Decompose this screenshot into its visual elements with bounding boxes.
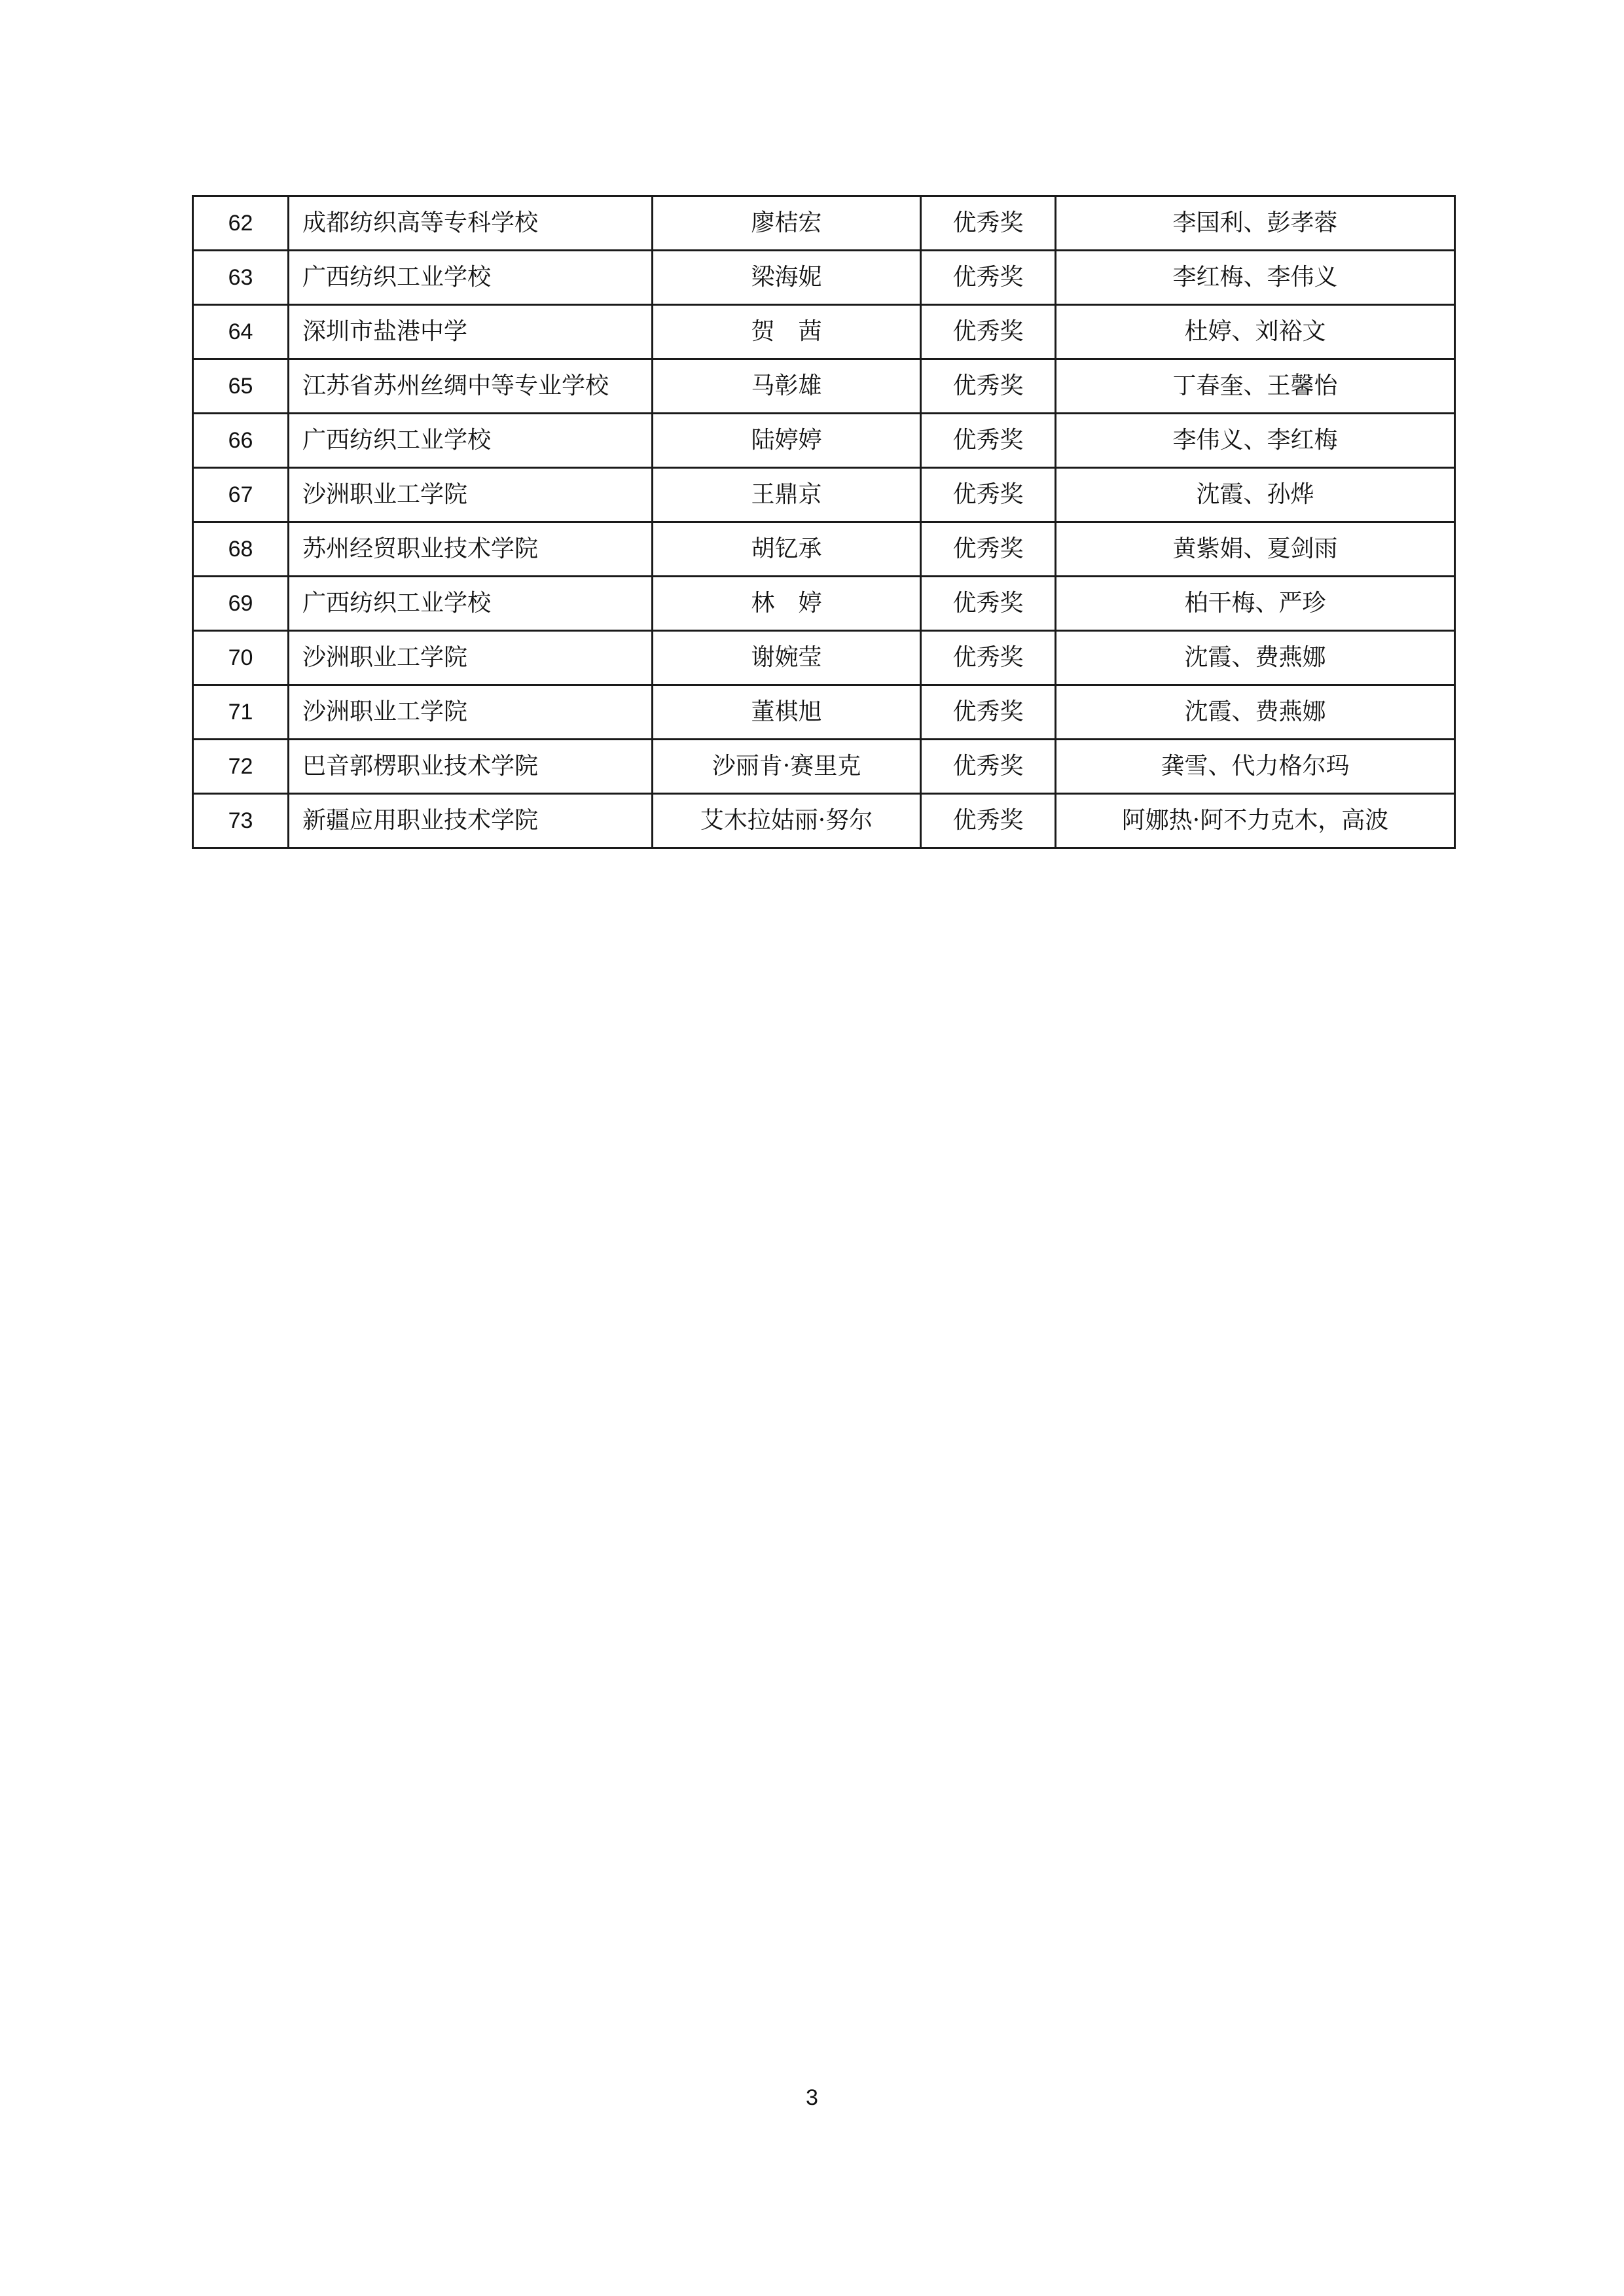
school-cell: 沙洲职业工学院 bbox=[289, 685, 653, 740]
page-number: 3 bbox=[806, 2085, 818, 2110]
award-cell: 优秀奖 bbox=[921, 685, 1056, 740]
student-name-cell: 沙丽肯·赛里克 bbox=[653, 740, 921, 794]
row-number-cell: 63 bbox=[193, 251, 289, 305]
table-row bbox=[193, 359, 1455, 414]
student-name-cell: 胡钇承 bbox=[653, 522, 921, 577]
school-cell: 苏州经贸职业技术学院 bbox=[289, 522, 653, 577]
student-name-cell: 谢婉莹 bbox=[653, 631, 921, 685]
row-number-cell: 67 bbox=[193, 468, 289, 522]
awards-table-body bbox=[193, 196, 1455, 848]
student-name-cell: 董棋旭 bbox=[653, 685, 921, 740]
award-cell: 优秀奖 bbox=[921, 196, 1056, 251]
school-cell: 新疆应用职业技术学院 bbox=[289, 794, 653, 848]
instructor-cell: 龚雪、代力格尔玛 bbox=[1056, 740, 1455, 794]
school-cell: 江苏省苏州丝绸中等专业学校 bbox=[289, 359, 653, 414]
row-number-cell: 64 bbox=[193, 305, 289, 359]
award-cell: 优秀奖 bbox=[921, 577, 1056, 631]
award-cell: 优秀奖 bbox=[921, 522, 1056, 577]
row-number-cell: 71 bbox=[193, 685, 289, 740]
awards-table bbox=[192, 195, 1456, 849]
school-cell: 成都纺织高等专科学校 bbox=[289, 196, 653, 251]
row-number-cell: 73 bbox=[193, 794, 289, 848]
table-row bbox=[193, 414, 1455, 468]
school-cell: 沙洲职业工学院 bbox=[289, 468, 653, 522]
instructor-cell: 李伟义、李红梅 bbox=[1056, 414, 1455, 468]
table-row bbox=[193, 305, 1455, 359]
row-number-cell: 68 bbox=[193, 522, 289, 577]
row-number-cell: 72 bbox=[193, 740, 289, 794]
table-row bbox=[193, 631, 1455, 685]
student-name-cell: 马彰雄 bbox=[653, 359, 921, 414]
instructor-cell: 阿娜热·阿不力克木，高波 bbox=[1056, 794, 1455, 848]
school-cell: 广西纺织工业学校 bbox=[289, 251, 653, 305]
table-row bbox=[193, 740, 1455, 794]
award-cell: 优秀奖 bbox=[921, 631, 1056, 685]
award-cell: 优秀奖 bbox=[921, 468, 1056, 522]
school-cell: 沙洲职业工学院 bbox=[289, 631, 653, 685]
award-cell: 优秀奖 bbox=[921, 794, 1056, 848]
instructor-cell: 杜婷、刘裕文 bbox=[1056, 305, 1455, 359]
student-name-cell: 陆婷婷 bbox=[653, 414, 921, 468]
student-name-cell: 梁海妮 bbox=[653, 251, 921, 305]
student-name-cell: 廖桔宏 bbox=[653, 196, 921, 251]
student-name-cell: 王鼎京 bbox=[653, 468, 921, 522]
table-row bbox=[193, 794, 1455, 848]
student-name-cell: 贺 茜 bbox=[653, 305, 921, 359]
row-number-cell: 66 bbox=[193, 414, 289, 468]
instructor-cell: 沈霞、孙烨 bbox=[1056, 468, 1455, 522]
student-name-cell: 艾木拉姑丽·努尔 bbox=[653, 794, 921, 848]
table-row bbox=[193, 468, 1455, 522]
school-cell: 广西纺织工业学校 bbox=[289, 414, 653, 468]
row-number-cell: 70 bbox=[193, 631, 289, 685]
school-cell: 巴音郭楞职业技术学院 bbox=[289, 740, 653, 794]
award-cell: 优秀奖 bbox=[921, 414, 1056, 468]
row-number-cell: 65 bbox=[193, 359, 289, 414]
row-number-cell: 69 bbox=[193, 577, 289, 631]
award-cell: 优秀奖 bbox=[921, 305, 1056, 359]
table-row bbox=[193, 522, 1455, 577]
table-row bbox=[193, 577, 1455, 631]
instructor-cell: 沈霞、费燕娜 bbox=[1056, 685, 1455, 740]
award-cell: 优秀奖 bbox=[921, 359, 1056, 414]
award-cell: 优秀奖 bbox=[921, 251, 1056, 305]
row-number-cell: 62 bbox=[193, 196, 289, 251]
instructor-cell: 柏干梅、严珍 bbox=[1056, 577, 1455, 631]
school-cell: 广西纺织工业学校 bbox=[289, 577, 653, 631]
student-name-cell: 林 婷 bbox=[653, 577, 921, 631]
table-row bbox=[193, 196, 1455, 251]
instructor-cell: 黄紫娟、夏剑雨 bbox=[1056, 522, 1455, 577]
instructor-cell: 沈霞、费燕娜 bbox=[1056, 631, 1455, 685]
instructor-cell: 李国利、彭孝蓉 bbox=[1056, 196, 1455, 251]
instructor-cell: 李红梅、李伟义 bbox=[1056, 251, 1455, 305]
table-row bbox=[193, 685, 1455, 740]
award-cell: 优秀奖 bbox=[921, 740, 1056, 794]
school-cell: 深圳市盐港中学 bbox=[289, 305, 653, 359]
instructor-cell: 丁春奎、王馨怡 bbox=[1056, 359, 1455, 414]
table-row bbox=[193, 251, 1455, 305]
